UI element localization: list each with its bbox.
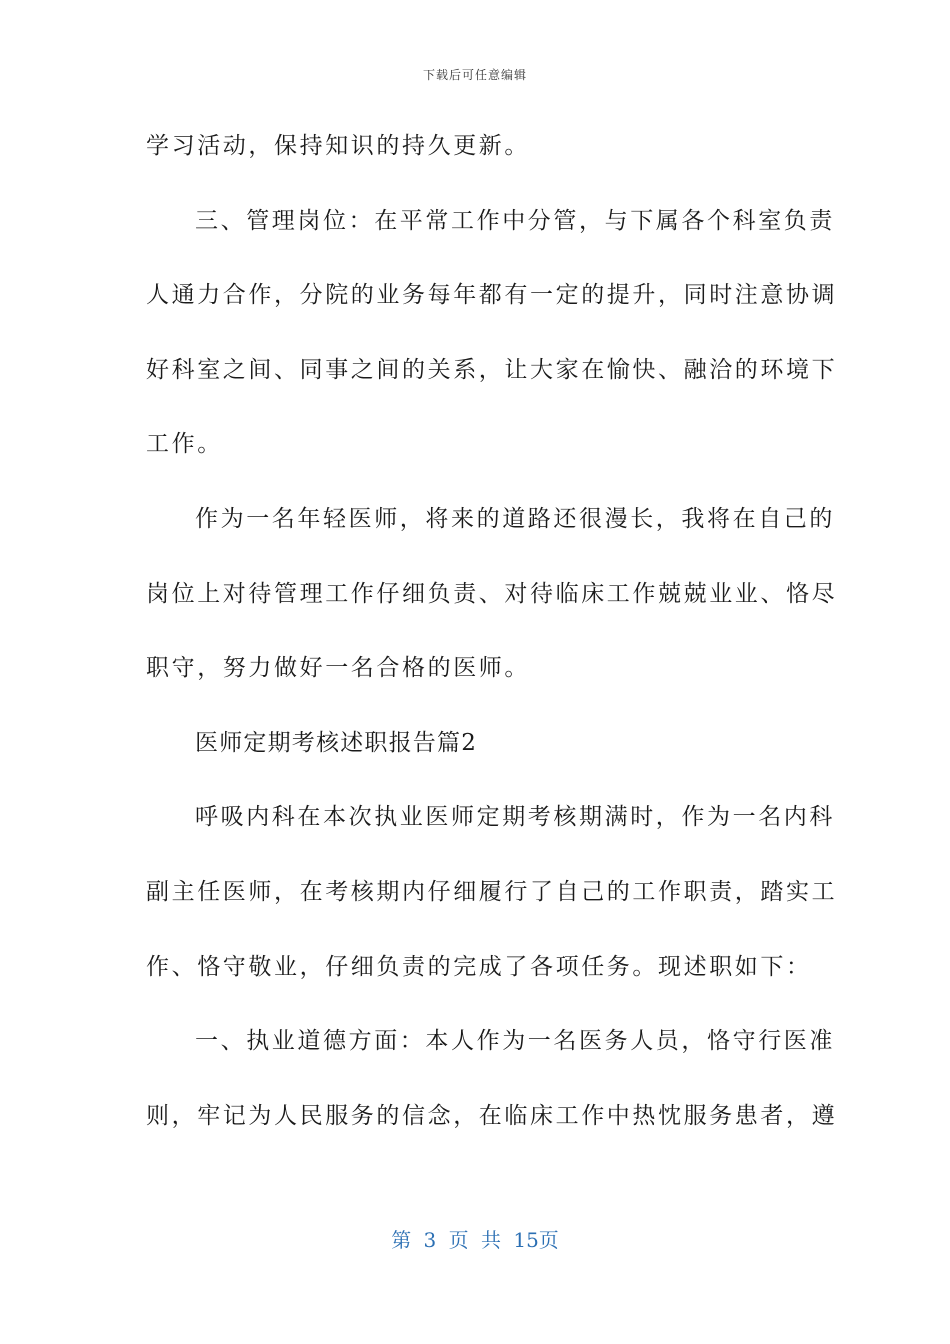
text-line: 作为一名年轻医师，将来的道路还很漫长，我将在自己的 — [195, 505, 835, 532]
text-line: 呼吸内科在本次执业医师定期考核期满时，作为一名内科 — [195, 804, 835, 831]
text-line: 学习活动，保持知识的持久更新。 — [146, 133, 530, 159]
text-line: 副主任医师，在考核期内仔细履行了自己的工作职责，踏实工 — [146, 878, 838, 905]
text-line: 岗位上对待管理工作仔细负责、对待临床工作兢兢业业、恪尽 — [146, 580, 838, 607]
text-line: 一、执业道德方面：本人作为一名医务人员，恪守行医准 — [195, 1028, 835, 1055]
document-body — [146, 124, 838, 1168]
text-line: 工作。 — [146, 431, 223, 458]
text-line: 好科室之间、同事之间的关系，让大家在愉快、融洽的环境下 — [146, 356, 838, 383]
text-line: 三、管理岗位：在平常工作中分管，与下属各个科室负责 — [195, 207, 835, 234]
page-header: 下载后可任意编辑 — [422, 68, 527, 82]
text-line: 则，牢记为人民服务的信念，在临床工作中热忱服务患者，遵 — [146, 1102, 838, 1129]
text-line: 人通力合作，分院的业务每年都有一定的提升，同时注意协调 — [146, 282, 838, 309]
section-heading: 医师定期考核述职报告篇2 — [195, 729, 478, 756]
page-number: 第 3 页 共 15页 — [391, 1228, 559, 1252]
text-line: 作、恪守敬业，仔细负责的完成了各项任务。现述职如下： — [146, 953, 812, 980]
text-line: 职守，努力做好一名合格的医师。 — [146, 655, 530, 682]
